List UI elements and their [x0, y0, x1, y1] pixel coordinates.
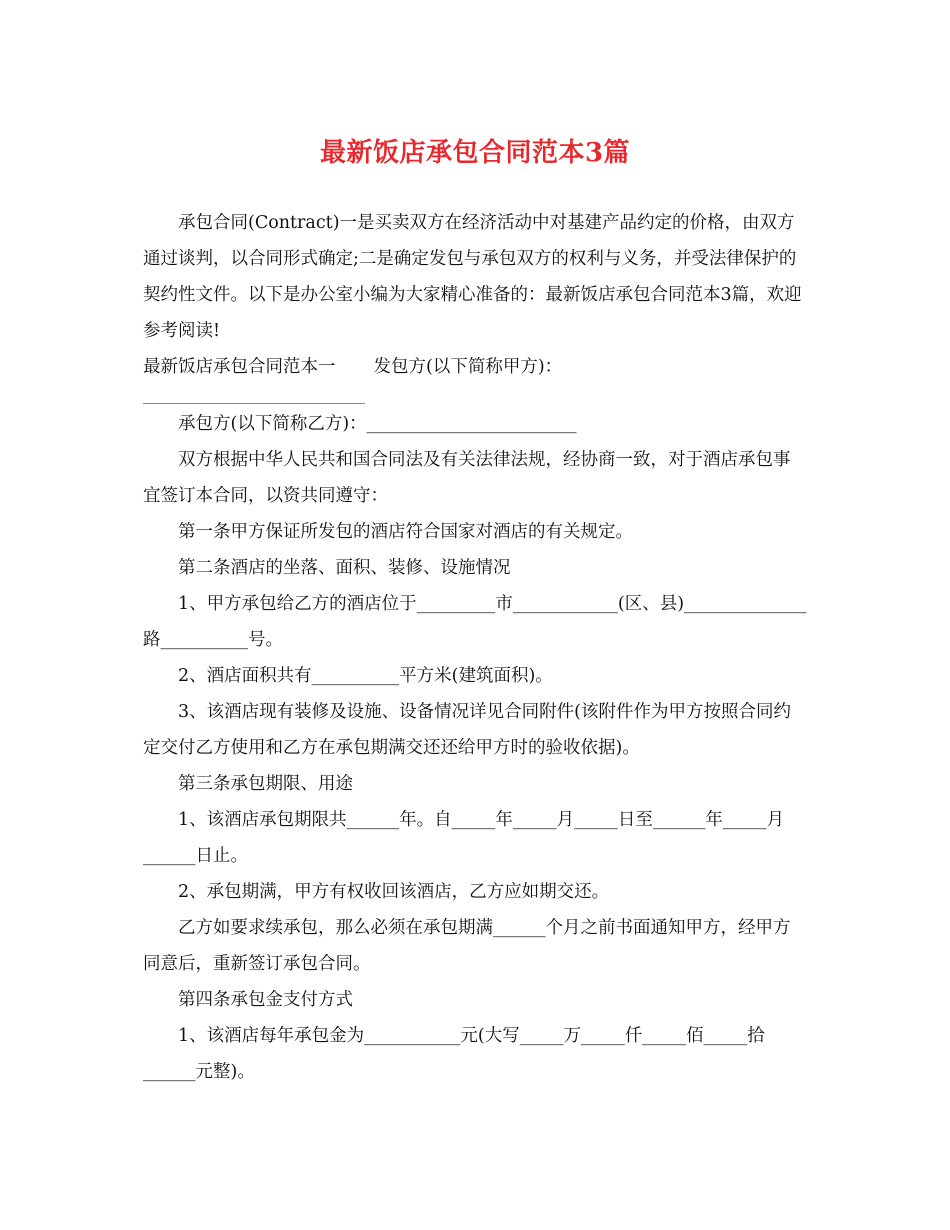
article-3-item-1: 1、该酒店承包期限共______年。自_____年_____月_____日至______年_____月______日止。 — [143, 810, 785, 866]
document-body — [143, 205, 807, 1090]
party-b-line: 承包方(以下简称乙方)：________________________ — [178, 414, 577, 434]
article-3-item-3: 乙方如要求续承包，那么必须在承包期满______个月之前书面通知甲方，经甲方同意后，重新签订承包合同。 — [143, 918, 791, 974]
article-1: 第一条甲方保证所发包的酒店符合国家对酒店的有关规定。 — [178, 522, 633, 542]
section1-heading: 最新饭店承包合同范本一 — [143, 357, 336, 377]
party-a-blank-line — [143, 389, 365, 404]
article-4-heading: 第四条承包金支付方式 — [178, 990, 353, 1010]
intro-paragraph: 承包合同(Contract)一是买卖双方在经济活动中对基建产品约定的价格，由双方通过谈判，以合同形式确定;二是确定发包与承包双方的权利与义务，并受法律保护的契约性文件。以下是办公室小编为大家精心准备的：最新饭店承包合同范本3篇，欢迎参考阅读! — [143, 213, 802, 341]
article-2-item-3: 3、该酒店现有装修及设施、设备情况详见合同附件(该附件作为甲方按照合同约定交付乙方使用和乙方在承包期满交还还给甲方时的验收依据)。 — [143, 702, 791, 758]
article-3-item-2: 2、承包期满，甲方有权收回该酒店，乙方应如期交还。 — [178, 882, 610, 902]
article-3-heading: 第三条承包期限、用途 — [178, 774, 353, 794]
article-2-item-1: 1、甲方承包给乙方的酒店位于_________市____________(区、县)______________路__________号。 — [143, 594, 807, 650]
section-heading-line — [143, 349, 807, 385]
article-2-item-2: 2、酒店面积共有__________平方米(建筑面积)。 — [178, 666, 553, 686]
document-title: 最新饭店承包合同范本3篇 — [319, 138, 631, 168]
preamble-paragraph: 双方根据中华人民共和国合同法及有关法律法规，经协商一致，对于酒店承包事宜签订本合同，以资共同遵守： — [143, 450, 791, 506]
article-2-heading: 第二条酒店的坐落、面积、装修、设施情况 — [178, 558, 511, 578]
article-4-item-1: 1、该酒店每年承包金为___________元(大写_____万_____仟_____佰_____拾______元整)。 — [143, 1026, 765, 1082]
party-a-label: 发包方(以下简称甲方)： — [373, 357, 563, 377]
